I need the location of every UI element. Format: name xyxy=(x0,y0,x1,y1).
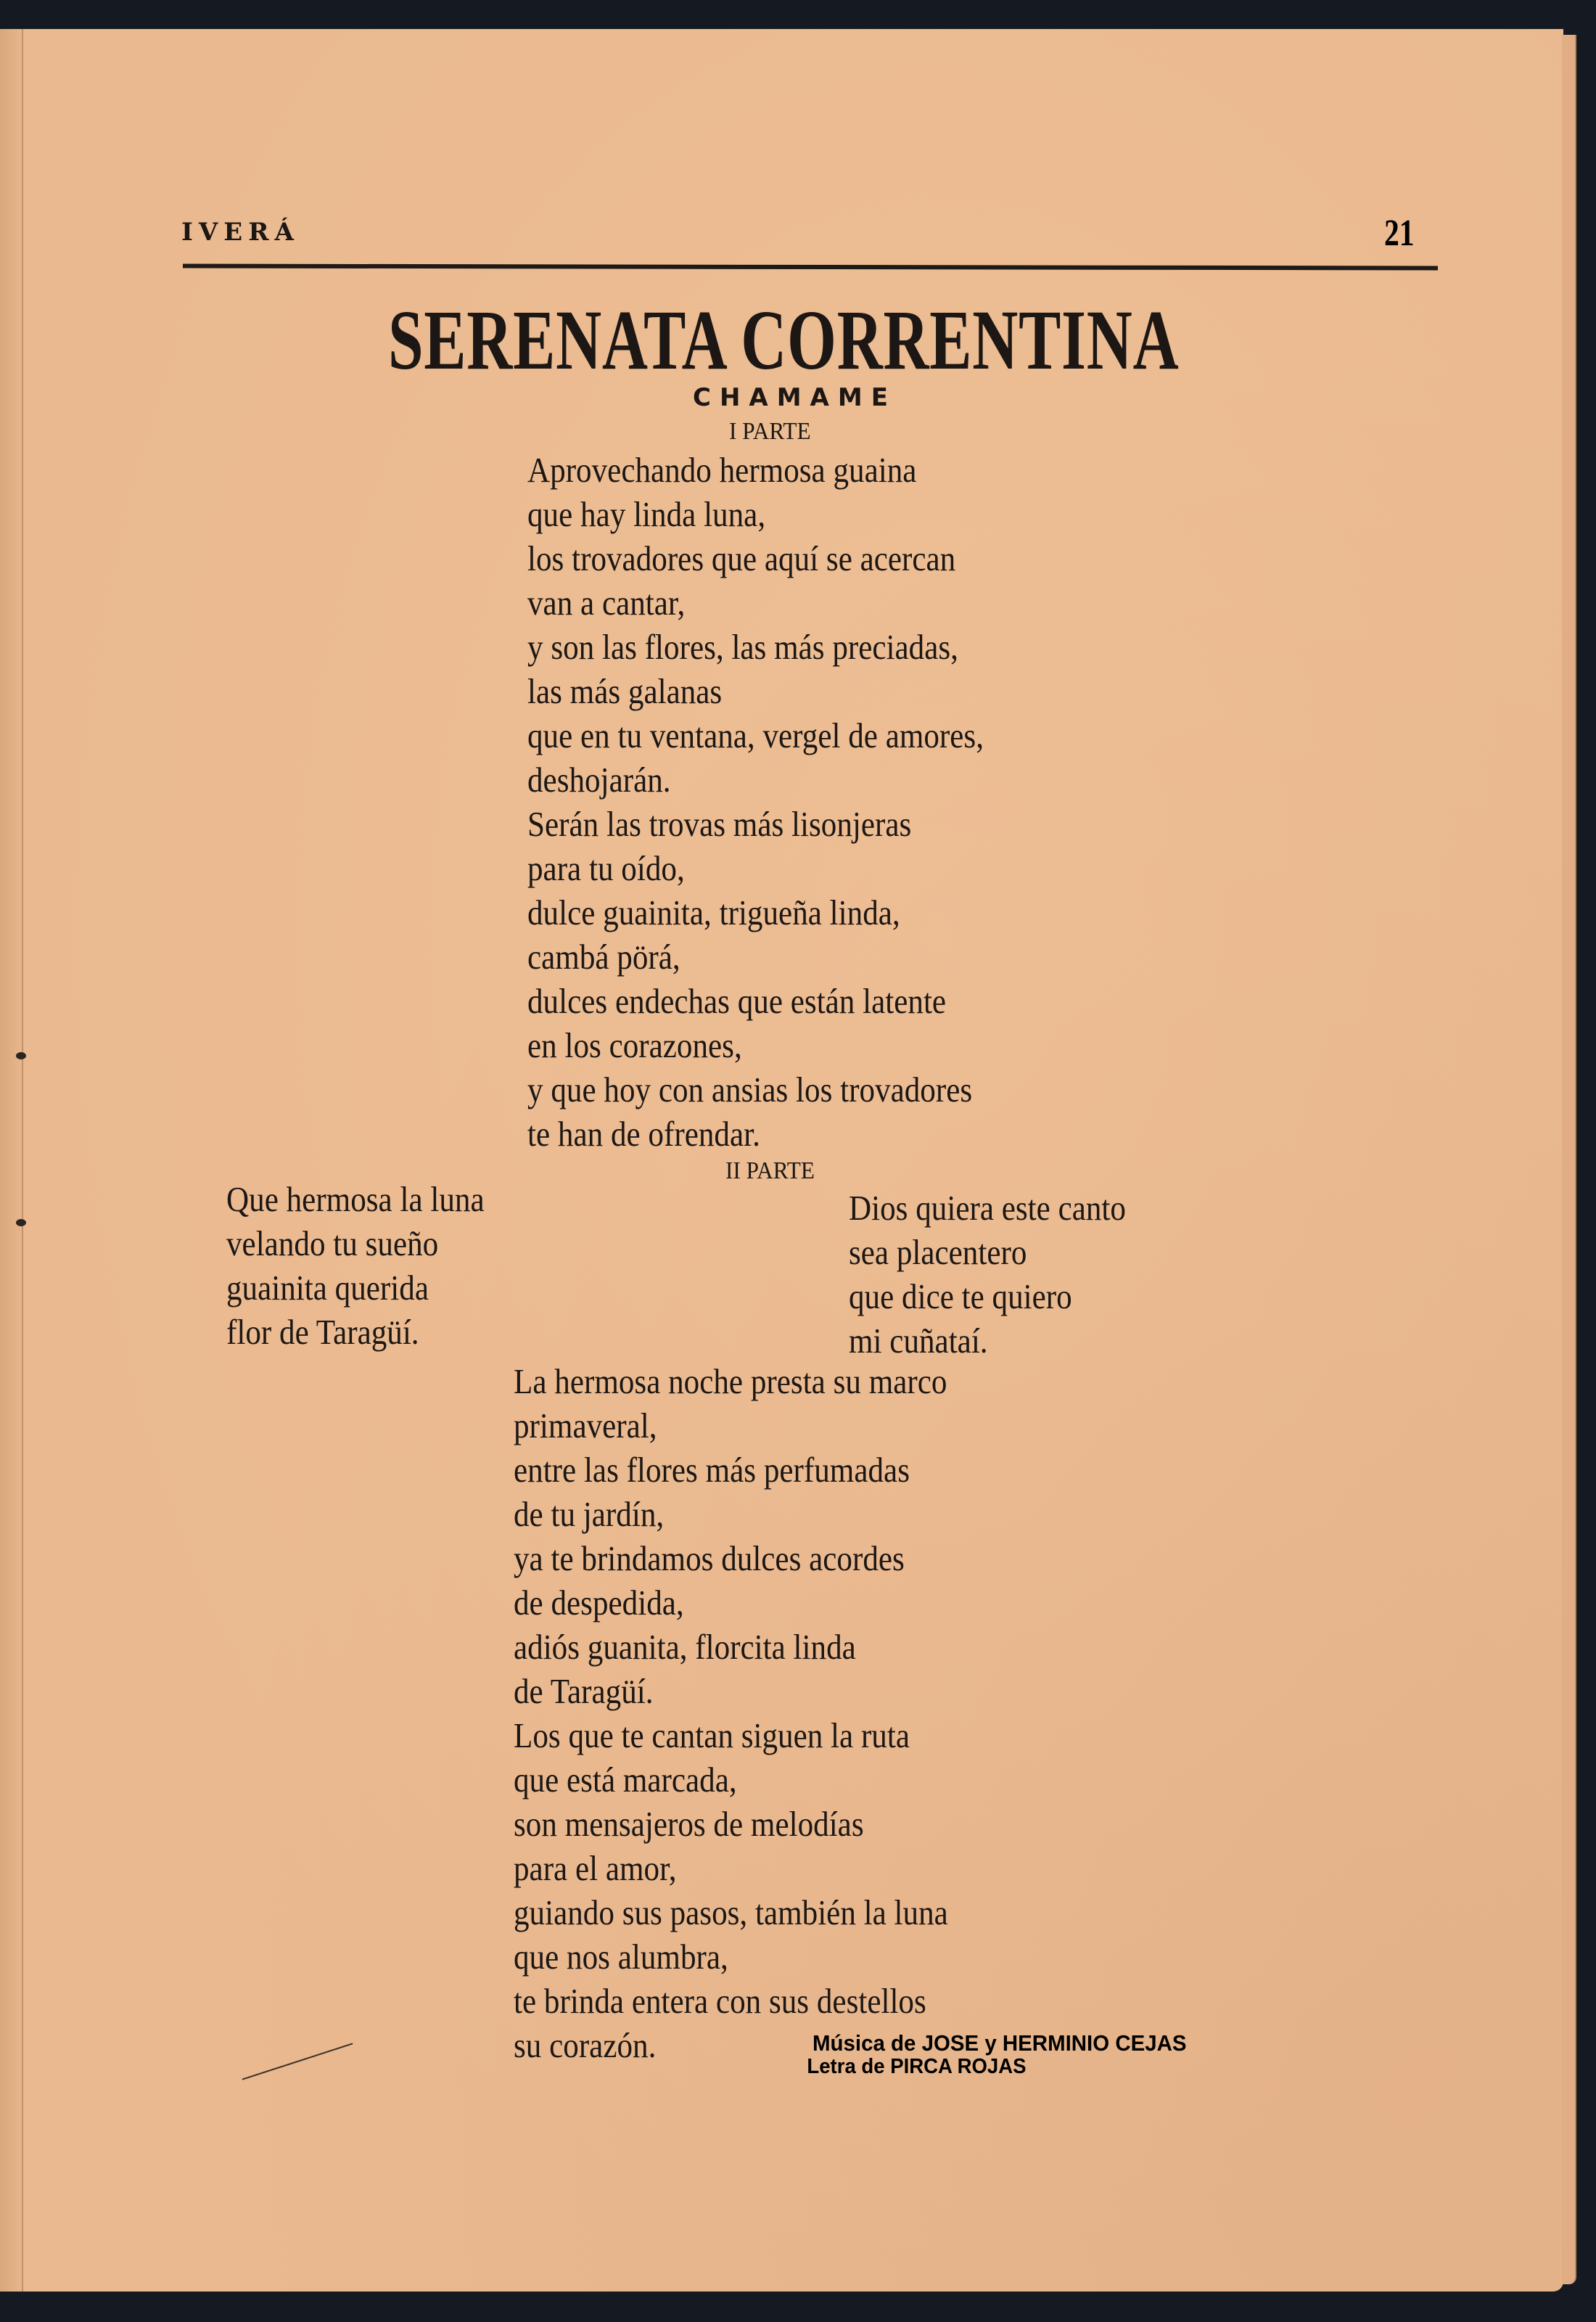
part-two-left-stanza xyxy=(226,1177,485,1354)
page-edge xyxy=(1562,35,1576,2284)
verse-line: guainita querida xyxy=(226,1268,429,1308)
verse-line: Dios quiera este canto xyxy=(849,1188,1126,1228)
verse-line: dulces endechas que están latente xyxy=(527,981,947,1021)
verse-line: van a cantar, xyxy=(527,583,686,623)
verse-line: para el amor, xyxy=(514,1848,677,1888)
verse-line: te brinda entera con sus destellos xyxy=(514,1981,926,2021)
verse-line: sea placentero xyxy=(849,1232,1027,1272)
verse-line: Serán las trovas más lisonjeras xyxy=(527,804,912,844)
credits xyxy=(807,2030,1187,2078)
verse-line: son mensajeros de melodías xyxy=(514,1804,864,1844)
verse-line: flor de Taragüí. xyxy=(226,1312,419,1352)
verse-line: guiando sus pasos, también la luna xyxy=(514,1892,948,1932)
part-one-label: I PARTE xyxy=(729,418,811,445)
verse-line: deshojarán. xyxy=(527,760,671,800)
verse-line: Que hermosa la luna xyxy=(226,1179,485,1219)
verse-line: de tu jardín, xyxy=(514,1494,665,1534)
verse-line: mi cuñataí. xyxy=(849,1321,988,1361)
verse-line: en los corazones, xyxy=(527,1025,742,1065)
verse-line: y son las flores, las más preciadas, xyxy=(527,627,958,667)
verse-line: ya te brindamos dulces acordes xyxy=(514,1538,905,1578)
running-head: IVERÁ xyxy=(181,218,300,247)
binding-thread-mark xyxy=(16,1052,26,1059)
verse-line: primaveral, xyxy=(514,1406,657,1445)
verse-line: La hermosa noche presta su marco xyxy=(514,1361,947,1401)
verse-line: adiós guanita, florcita linda xyxy=(514,1627,856,1667)
verse-line: los trovadores que aquí se acercan xyxy=(527,538,956,578)
music-credit: Música de JOSE y HERMINIO CEJAS xyxy=(813,2030,1187,2056)
verse-line: cambá pörá, xyxy=(527,937,680,977)
verse-line: las más galanas xyxy=(527,671,723,711)
verse-line: entre las flores más perfumadas xyxy=(514,1450,910,1490)
verse-line: que hay linda luna, xyxy=(527,494,766,534)
verse-line: que nos alumbra, xyxy=(514,1937,728,1977)
page-number: 21 xyxy=(1384,213,1415,254)
song-title: SERENATA CORRENTINA xyxy=(388,292,1180,387)
verse-line: Los que te cantan siguen la ruta xyxy=(514,1715,910,1755)
verse-line: para tu oído, xyxy=(527,848,685,888)
verse-line: que en tu ventana, vergel de amores, xyxy=(527,715,984,755)
part-two-right-stanza xyxy=(849,1186,1126,1363)
verse-line: su corazón. xyxy=(514,2025,657,2065)
binding-thread-mark xyxy=(16,1219,26,1226)
verse-line: velando tu sueño xyxy=(226,1223,439,1263)
song-genre: CHAMAME xyxy=(693,383,897,412)
part-two-verse xyxy=(514,1359,948,2067)
verse-line: dulce guainita, trigueña linda, xyxy=(527,893,900,932)
verse-line: y que hoy con ansias los trovadores xyxy=(527,1070,973,1109)
verse-line: Aprovechando hermosa guaina xyxy=(527,450,917,490)
verse-line: de despedida, xyxy=(514,1583,684,1622)
part-one-verse xyxy=(527,448,984,1156)
page-gutter xyxy=(0,29,23,2292)
part-two-label: II PARTE xyxy=(725,1157,815,1184)
verse-line: te han de ofrendar. xyxy=(527,1114,760,1154)
lyrics-credit: Letra de PIRCA ROJAS xyxy=(807,2055,1027,2078)
verse-line: que está marcada, xyxy=(514,1760,737,1800)
verse-line: que dice te quiero xyxy=(849,1276,1072,1316)
verse-line: de Taragüí. xyxy=(514,1671,654,1711)
